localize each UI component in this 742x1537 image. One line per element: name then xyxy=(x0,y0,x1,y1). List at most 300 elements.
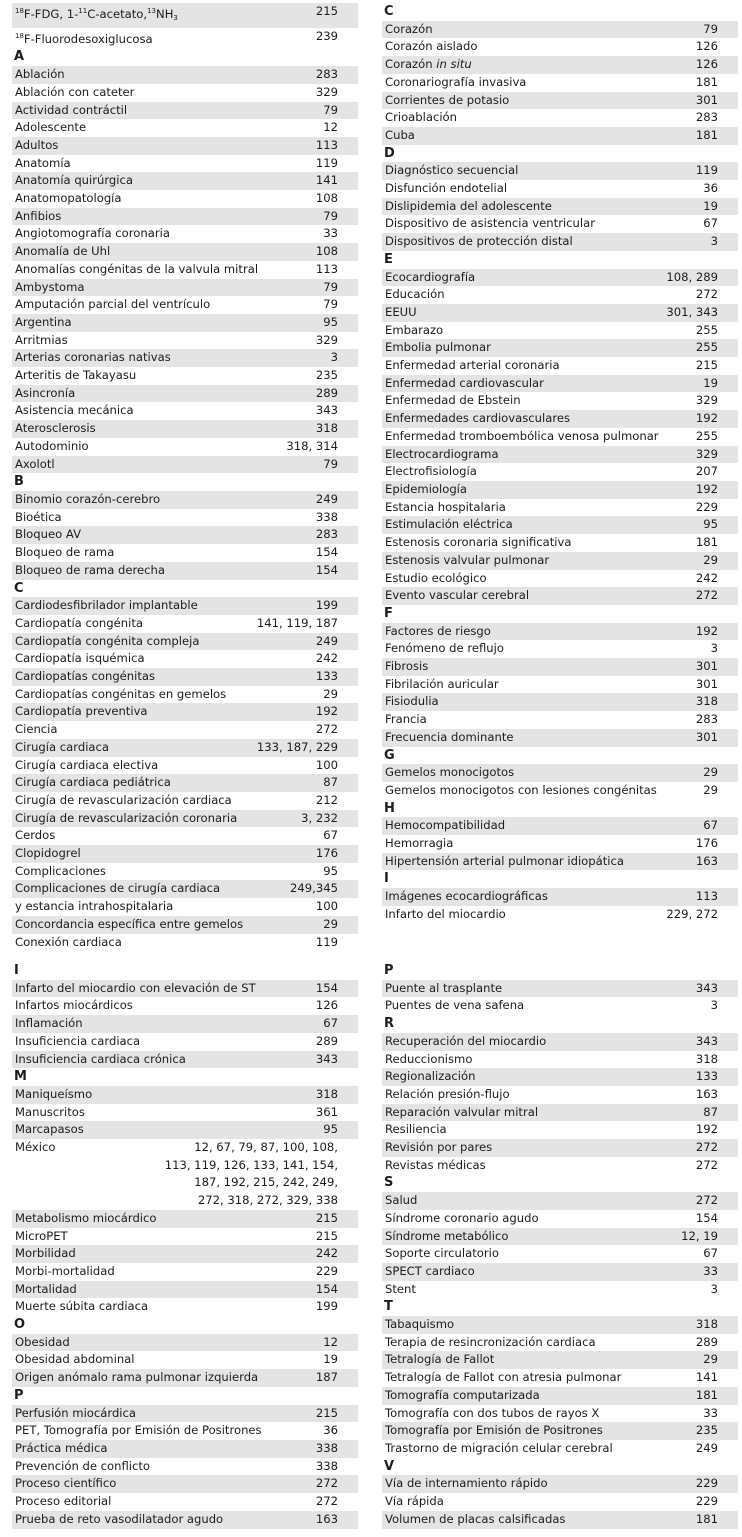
index-term: Cardiopatía congénita compleja xyxy=(15,633,200,648)
index-entry xyxy=(12,997,358,1015)
index-entry xyxy=(382,997,738,1015)
index-term: Stent xyxy=(385,1281,416,1296)
page-numbers: 343 xyxy=(695,1033,718,1048)
page-numbers: 67 xyxy=(703,818,718,833)
index-entry xyxy=(382,623,738,641)
page-numbers: 272 xyxy=(695,1193,718,1208)
page-numbers: 154 xyxy=(695,1210,718,1225)
index-entry xyxy=(12,810,358,828)
index-entry xyxy=(382,162,738,180)
index-entry xyxy=(12,1086,358,1104)
page-numbers: 67 xyxy=(323,1016,338,1031)
index-term: Embolia pulmonar xyxy=(385,340,491,355)
index-term: Síndrome metabólico xyxy=(385,1228,509,1243)
index-term: Adolescente xyxy=(15,120,87,135)
page-numbers: 192 xyxy=(315,704,338,719)
subscript: 3 xyxy=(173,14,178,22)
index-entry xyxy=(382,38,738,56)
index-term: Ablación con cateter xyxy=(15,84,135,99)
index-term: Origen anómalo rama pulmonar izquierda xyxy=(15,1370,259,1385)
index-entry xyxy=(12,438,358,456)
section-letter-heading: I xyxy=(384,871,389,887)
index-term: Coronariografía invasiva xyxy=(385,74,527,89)
index-entry xyxy=(382,198,738,216)
index-entry xyxy=(382,215,738,233)
page-numbers: 33 xyxy=(703,1405,718,1420)
page-numbers: 19 xyxy=(703,198,718,213)
index-entry xyxy=(12,1228,358,1246)
page-numbers: 113 xyxy=(315,137,338,152)
index-term: Asistencia mecánica xyxy=(15,403,134,418)
index-entry xyxy=(12,1281,358,1299)
index-term: Anatomía xyxy=(15,155,71,170)
index-term: Regionalización xyxy=(385,1069,476,1084)
page-numbers: 154 xyxy=(315,562,338,577)
index-entry xyxy=(382,304,738,322)
index-term: Cardiodesfibrilador implantable xyxy=(15,598,198,613)
section-letter-heading: M xyxy=(14,1069,27,1085)
page-numbers: 79 xyxy=(323,102,338,117)
index-entry xyxy=(12,597,358,615)
index-entry xyxy=(12,1210,358,1228)
index-entry xyxy=(382,446,738,464)
index-entry xyxy=(382,92,738,110)
index-term: MicroPET xyxy=(15,1228,68,1243)
page-numbers: 272 xyxy=(315,1494,338,1509)
index-term: Puentes de vena safena xyxy=(385,998,525,1013)
page-numbers: 318 xyxy=(315,1086,338,1101)
index-term: Síndrome coronario agudo xyxy=(385,1210,539,1225)
page-numbers: 29 xyxy=(323,916,338,931)
page-numbers: 249 xyxy=(315,633,338,648)
index-term: Cardiopatía congénita xyxy=(15,615,143,630)
page-numbers: 283 xyxy=(315,67,338,82)
page-numbers: 229 xyxy=(695,499,718,514)
index-entry xyxy=(12,1139,358,1210)
index-entry xyxy=(382,1139,738,1157)
index-term: Dispositivos de protección distal xyxy=(385,234,573,249)
page-numbers: 318 xyxy=(695,1317,718,1332)
page-numbers: 33 xyxy=(703,1263,718,1278)
index-term: Tetralogía de Fallot xyxy=(385,1352,495,1367)
index-term: Relación presión-flujo xyxy=(385,1086,510,1101)
page-numbers: 272 xyxy=(315,1476,338,1491)
page-numbers: 239 xyxy=(315,28,338,43)
page-numbers: 272 xyxy=(695,1140,718,1155)
index-entry xyxy=(12,1298,358,1316)
index-entry xyxy=(12,1369,358,1387)
index-term: Arterias coronarias nativas xyxy=(15,350,171,365)
index-entry xyxy=(12,544,358,562)
index-entry xyxy=(382,1475,738,1493)
index-term: Francia xyxy=(385,712,427,727)
index-entry xyxy=(382,1440,738,1458)
index-entry xyxy=(12,225,358,243)
index-entry xyxy=(382,1263,738,1281)
index-entry xyxy=(382,853,738,871)
page-numbers: 79 xyxy=(323,279,338,294)
index-entry xyxy=(12,349,358,367)
index-entry xyxy=(12,1121,358,1139)
index-entry xyxy=(12,703,358,721)
index-term: Argentina xyxy=(15,314,72,329)
page-numbers: 79 xyxy=(323,456,338,471)
index-entry xyxy=(12,880,358,898)
page-numbers: 95 xyxy=(323,314,338,329)
page-numbers: 95 xyxy=(703,517,718,532)
page-numbers: 79 xyxy=(323,297,338,312)
index-term: Electrocardiograma xyxy=(385,446,499,461)
page-numbers: 181 xyxy=(695,74,718,89)
index-entry xyxy=(12,934,358,952)
page-numbers: 100 xyxy=(315,757,338,772)
index-term: Perfusión miocárdica xyxy=(15,1405,137,1420)
index-term: Complicaciones de cirugía cardiaca xyxy=(15,881,221,896)
index-entry xyxy=(382,835,738,853)
section-letter-heading: B xyxy=(14,474,24,490)
page-numbers: 141, 119, 187 xyxy=(256,615,338,630)
index-term: Autodominio xyxy=(15,438,89,453)
page-numbers: 329 xyxy=(315,332,338,347)
page-numbers: 12 xyxy=(323,120,338,135)
index-entry xyxy=(12,863,358,881)
term-text: F-Fluorodesoxiglucosa xyxy=(23,31,153,46)
index-term: Estudio ecológico xyxy=(385,570,487,585)
index-entry xyxy=(382,375,738,393)
index-entry xyxy=(382,1387,738,1405)
page-numbers: 163 xyxy=(695,1086,718,1101)
page-numbers: 119 xyxy=(315,934,338,949)
index-entry xyxy=(12,420,358,438)
page-numbers: 249 xyxy=(695,1440,718,1455)
page-numbers: 318 xyxy=(315,421,338,436)
index-term: Anomalía de Uhl xyxy=(15,244,111,259)
page-numbers: 235 xyxy=(315,368,338,383)
index-entry xyxy=(382,711,738,729)
page-numbers: 126 xyxy=(315,998,338,1013)
index-entry xyxy=(382,1281,738,1299)
index-term: Tomografía computarizada xyxy=(385,1387,540,1402)
page-numbers: 192 xyxy=(695,411,718,426)
page-numbers: 119 xyxy=(695,163,718,178)
page-numbers: 181 xyxy=(695,1387,718,1402)
page-numbers: 361 xyxy=(315,1104,338,1119)
index-entry xyxy=(382,1316,738,1334)
section-letter-heading: T xyxy=(384,1299,393,1315)
index-entry xyxy=(12,1104,358,1122)
index-entry xyxy=(382,481,738,499)
index-term: Concordancia específica entre gemelos xyxy=(15,916,244,931)
page-numbers: 301 xyxy=(695,676,718,691)
superscript: 18 xyxy=(15,31,24,40)
index-term: Axolotl xyxy=(15,456,55,471)
page-numbers: 289 xyxy=(315,1033,338,1048)
index-term: Soporte circulatorio xyxy=(385,1246,499,1261)
page-numbers: 176 xyxy=(695,836,718,851)
index-term: Fisiodulia xyxy=(385,694,439,709)
page-numbers: 87 xyxy=(323,775,338,790)
index-term: Bloqueo de rama derecha xyxy=(15,562,165,577)
index-term: Morbi-mortalidad xyxy=(15,1263,115,1278)
page-numbers: 329 xyxy=(695,446,718,461)
index-term: Dispositivo de asistencia ventricular xyxy=(385,216,595,231)
page-numbers: 301 xyxy=(695,729,718,744)
index-term: Embarazo xyxy=(385,322,444,337)
index-entry xyxy=(12,367,358,385)
index-term: Cirugía de revascularización cardiaca xyxy=(15,792,232,807)
index-term: Electrofisiología xyxy=(385,464,477,479)
index-entry xyxy=(12,721,358,739)
index-term: Conexión cardiaca xyxy=(15,934,122,949)
index-term: Estenosis valvular pulmonar xyxy=(385,552,550,567)
superscript: 18 xyxy=(15,7,24,15)
page-numbers: 255 xyxy=(695,428,718,443)
index-entry xyxy=(12,172,358,190)
index-entry xyxy=(382,463,738,481)
page-numbers: 207 xyxy=(695,464,718,479)
index-term: Binomio corazón-cerebro xyxy=(15,491,161,506)
page-numbers: 283 xyxy=(315,527,338,542)
index-term: Anatomopatología xyxy=(15,191,122,206)
index-term: Anatomía quirúrgica xyxy=(15,173,133,188)
section-letter-heading: G xyxy=(384,747,395,763)
index-entry xyxy=(382,587,738,605)
index-entry xyxy=(12,509,358,527)
index-entry xyxy=(382,269,738,287)
index-term: Arteritis de Takayasu xyxy=(15,368,137,383)
index-entry xyxy=(382,1121,738,1139)
index-entry xyxy=(382,676,738,694)
page-numbers: 29 xyxy=(703,1352,718,1367)
index-entry xyxy=(12,491,358,509)
index-term: Cerdos xyxy=(15,828,56,843)
index-term: Imágenes ecocardiográficas xyxy=(385,889,548,904)
index-term: Ambystoma xyxy=(15,279,85,294)
page-numbers: 29 xyxy=(703,782,718,797)
page-numbers: 12 xyxy=(323,1334,338,1349)
index-term: Gemelos monocigotos con lesiones congénitas xyxy=(385,782,657,797)
page-numbers: 212 xyxy=(315,792,338,807)
page-numbers: 289 xyxy=(695,1334,718,1349)
index-entry xyxy=(382,1422,738,1440)
section-letter-heading: O xyxy=(14,1317,26,1333)
index-entry xyxy=(382,570,738,588)
page-numbers: 12, 67, 79, 87, 100, 108, 113, 119, 126, 133, 141, 154, 187, 192, 215, 242, 249, 272, 318, 272, 329, 338 xyxy=(164,1140,338,1208)
index-entry xyxy=(382,1493,738,1511)
page-numbers: 3 xyxy=(710,641,718,656)
page-numbers: 215 xyxy=(315,4,338,18)
index-term: Factores de riesgo xyxy=(385,623,491,638)
index-term: Aterosclerosis xyxy=(15,421,96,436)
index-term: Prueba de reto vasodilatador agudo xyxy=(15,1511,224,1526)
page-numbers: 272 xyxy=(315,722,338,737)
index-entry xyxy=(382,109,738,127)
page-numbers: 176 xyxy=(315,846,338,861)
index-term: Terapia de resincronización cardiaca xyxy=(385,1334,596,1349)
index-entry xyxy=(12,3,358,28)
index-entry xyxy=(12,155,358,173)
index-entry xyxy=(382,764,738,782)
index-term: Insuficiencia cardiaca crónica xyxy=(15,1051,186,1066)
page-numbers: 272 xyxy=(695,588,718,603)
index-entry xyxy=(12,402,358,420)
index-term: Marcapasos xyxy=(15,1122,84,1137)
term-text: NH xyxy=(156,7,174,21)
index-entry xyxy=(382,286,738,304)
index-entry xyxy=(12,1245,358,1263)
index-term: Crioablación xyxy=(385,110,458,125)
index-term: Cardiopatía isquémica xyxy=(15,651,145,666)
index-entry xyxy=(382,1192,738,1210)
index-entry xyxy=(12,208,358,226)
page-numbers: 3 xyxy=(330,350,338,365)
page-numbers: 29 xyxy=(703,765,718,780)
index-entry xyxy=(12,1493,358,1511)
index-term: Hemocompatibilidad xyxy=(385,818,506,833)
index-term: Reparación valvular mitral xyxy=(385,1104,539,1119)
page-numbers: 318 xyxy=(695,1051,718,1066)
index-entry xyxy=(12,279,358,297)
index-term: Recuperación del miocardio xyxy=(385,1033,547,1048)
term-text: F-FDG, 1- xyxy=(23,7,79,21)
index-entry xyxy=(12,845,358,863)
page-numbers: 133, 187, 229 xyxy=(256,739,338,754)
index-term: EEUU xyxy=(385,304,417,319)
section-letter-heading: V xyxy=(384,1458,395,1474)
page-numbers: 242 xyxy=(315,651,338,666)
index-entry xyxy=(382,357,738,375)
index-entry xyxy=(382,322,738,340)
index-term: Educación xyxy=(385,287,445,302)
index-term: Hemorragia xyxy=(385,836,454,851)
page-numbers: 3 xyxy=(710,1281,718,1296)
index-entry xyxy=(12,1511,358,1529)
index-term xyxy=(385,56,472,74)
index-term: Gemelos monocigotos xyxy=(385,765,515,780)
page-numbers: 199 xyxy=(315,1299,338,1314)
index-term: Estancia hospitalaria xyxy=(385,499,506,514)
index-entry xyxy=(382,1351,738,1369)
index-entry xyxy=(12,456,358,474)
index-term: Revisión por pares xyxy=(385,1140,493,1155)
index-term: Enfermedad arterial coronaria xyxy=(385,358,560,373)
index-entry xyxy=(382,1210,738,1228)
page-numbers: 318, 314 xyxy=(286,438,338,453)
index-term: Prevención de conflicto xyxy=(15,1458,151,1473)
index-term: Revistas médicas xyxy=(385,1157,486,1172)
index-entry xyxy=(12,332,358,350)
index-term: Morbilidad xyxy=(15,1246,76,1261)
index-term: Clopidogrel xyxy=(15,846,81,861)
index-term: Maniqueísmo xyxy=(15,1086,93,1101)
index-entry xyxy=(382,21,738,39)
index-entry xyxy=(12,1263,358,1281)
page-numbers: 126 xyxy=(695,39,718,54)
page-numbers: 215 xyxy=(315,1405,338,1420)
index-entry xyxy=(382,1511,738,1529)
index-term: Resiliencia xyxy=(385,1122,447,1137)
section-letter-heading: F xyxy=(384,605,393,621)
index-entry xyxy=(12,1351,358,1369)
index-term: Bloqueo de rama xyxy=(15,545,115,560)
index-term: Práctica médica xyxy=(15,1440,108,1455)
index-term: Fibrilación auricular xyxy=(385,676,499,691)
index-term: Proceso científico xyxy=(15,1476,117,1491)
page-numbers: 12, 19 xyxy=(681,1228,718,1243)
index-entry xyxy=(382,56,738,74)
index-term: Dislipidemia del adolescente xyxy=(385,198,552,213)
page-numbers: 187 xyxy=(315,1370,338,1385)
index-entry xyxy=(12,1051,358,1069)
index-entry xyxy=(12,615,358,633)
index-term: Metabolismo miocárdico xyxy=(15,1210,157,1225)
page-numbers: 192 xyxy=(695,623,718,638)
index-entry xyxy=(382,180,738,198)
page-numbers: 192 xyxy=(695,481,718,496)
page-numbers: 338 xyxy=(315,1458,338,1473)
index-term: Trastorno de migración celular cerebral xyxy=(385,1440,613,1455)
page-numbers: 215 xyxy=(695,358,718,373)
page-numbers: 289 xyxy=(315,385,338,400)
index-entry xyxy=(382,888,738,906)
superscript: 11 xyxy=(78,7,88,15)
index-term: Estenosis coronaria significativa xyxy=(385,535,572,550)
index-term: Manuscritos xyxy=(15,1104,85,1119)
index-term: Reduccionismo xyxy=(385,1051,473,1066)
page-numbers: 133 xyxy=(315,669,338,684)
section-letter-heading: C xyxy=(14,580,24,596)
index-term xyxy=(15,28,153,49)
index-term xyxy=(15,3,178,28)
index-term: Infarto del miocardio con elevación de ST xyxy=(15,980,256,995)
index-term: Insuficiencia cardiaca xyxy=(15,1033,141,1048)
index-entry xyxy=(382,1051,738,1069)
index-term: Ablación xyxy=(15,67,65,82)
page-numbers: 3 xyxy=(710,234,718,249)
index-column-top-left xyxy=(12,3,358,951)
index-entry xyxy=(12,102,358,120)
index-entry xyxy=(12,898,358,916)
page-numbers: 301 xyxy=(695,92,718,107)
index-entry xyxy=(12,686,358,704)
index-term: Tabaquismo xyxy=(385,1317,455,1332)
page-numbers: 100 xyxy=(315,899,338,914)
page-numbers: 343 xyxy=(315,403,338,418)
page-numbers: 235 xyxy=(695,1423,718,1438)
section-letter-heading: D xyxy=(384,145,395,161)
page-numbers: 141 xyxy=(695,1370,718,1385)
page-numbers: 33 xyxy=(323,226,338,241)
index-entry xyxy=(12,190,358,208)
index-entry xyxy=(382,640,738,658)
index-entry xyxy=(382,534,738,552)
page-numbers: 199 xyxy=(315,598,338,613)
page-numbers: 318 xyxy=(695,694,718,709)
index-entry xyxy=(382,658,738,676)
index-entry xyxy=(12,980,358,998)
index-term: Cirugía cardiaca electiva xyxy=(15,757,159,772)
page-numbers: 67 xyxy=(703,1246,718,1261)
superscript: 13 xyxy=(147,7,157,15)
page-numbers: 113 xyxy=(695,889,718,904)
index-term: Vía de internamiento rápido xyxy=(385,1476,548,1491)
index-entry xyxy=(382,339,738,357)
page-numbers: 113 xyxy=(315,261,338,276)
page-numbers: 67 xyxy=(703,216,718,231)
index-entry xyxy=(382,127,738,145)
index-entry xyxy=(12,1458,358,1476)
page-numbers: 108, 289 xyxy=(666,269,718,284)
